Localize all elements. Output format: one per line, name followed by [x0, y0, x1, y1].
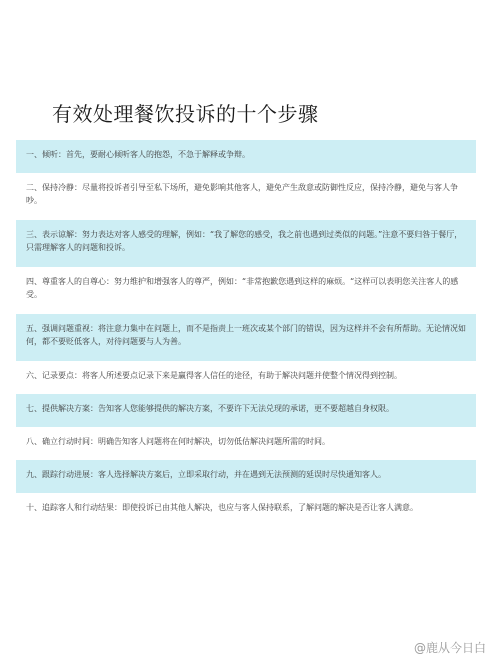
step-10: 十、追踪客人和行动结果：即使投诉已由其他人解决，也应与客人保持联系，了解问题的解决是否让客人满意。 — [16, 493, 476, 540]
step-3: 三、表示谅解：努力表达对客人感受的理解，例如：“我了解您的感受，我之前也遇到过类似的问题。”注意不要归咎于餐厅，只需理解客人的问题和投诉。 — [16, 220, 476, 267]
step-6: 六、记录要点：将客人所述要点记录下来是赢得客人信任的途径，有助于解决问题并使整个情况得到控制。 — [16, 361, 476, 394]
step-8: 八、确立行动时间：明确告知客人问题将在何时解决，切勿低估解决问题所需的时间。 — [16, 427, 476, 460]
step-4: 四、尊重客人的自尊心：努力维护和增强客人的尊严，例如：“非常抱歉您遇到这样的麻烦。“这样可以表明您关注客人的感受。 — [16, 267, 476, 314]
step-7: 七、提供解决方案：告知客人您能够提供的解决方案，不要许下无法兑现的承诺，更不要超越自身权限。 — [16, 394, 476, 427]
step-5: 五、强调问题重视：将注意力集中在问题上，而不是指责上一班次或某个部门的错误，因为这样并不会有所帮助。无论情况如何，都不要贬低客人，对待问题要与人为善。 — [16, 314, 476, 361]
steps-list — [16, 140, 476, 540]
page-title: 有效处理餐饮投诉的十个步骤 — [52, 102, 319, 126]
step-9: 九、跟踪行动进展：客人选择解决方案后，立即采取行动，并在遇到无法预测的延误时尽快通知客人。 — [16, 460, 476, 493]
watermark: @鹿从今日白 — [413, 641, 486, 655]
step-1: 一、倾听：首先，要耐心倾听客人的抱怨，不急于解释或争辩。 — [16, 140, 476, 173]
step-2: 二、保持冷静：尽量将投诉者引导至私下场所，避免影响其他客人，避免产生敌意或防御性反应，保持冷静，避免与客人争吵。 — [16, 173, 476, 220]
